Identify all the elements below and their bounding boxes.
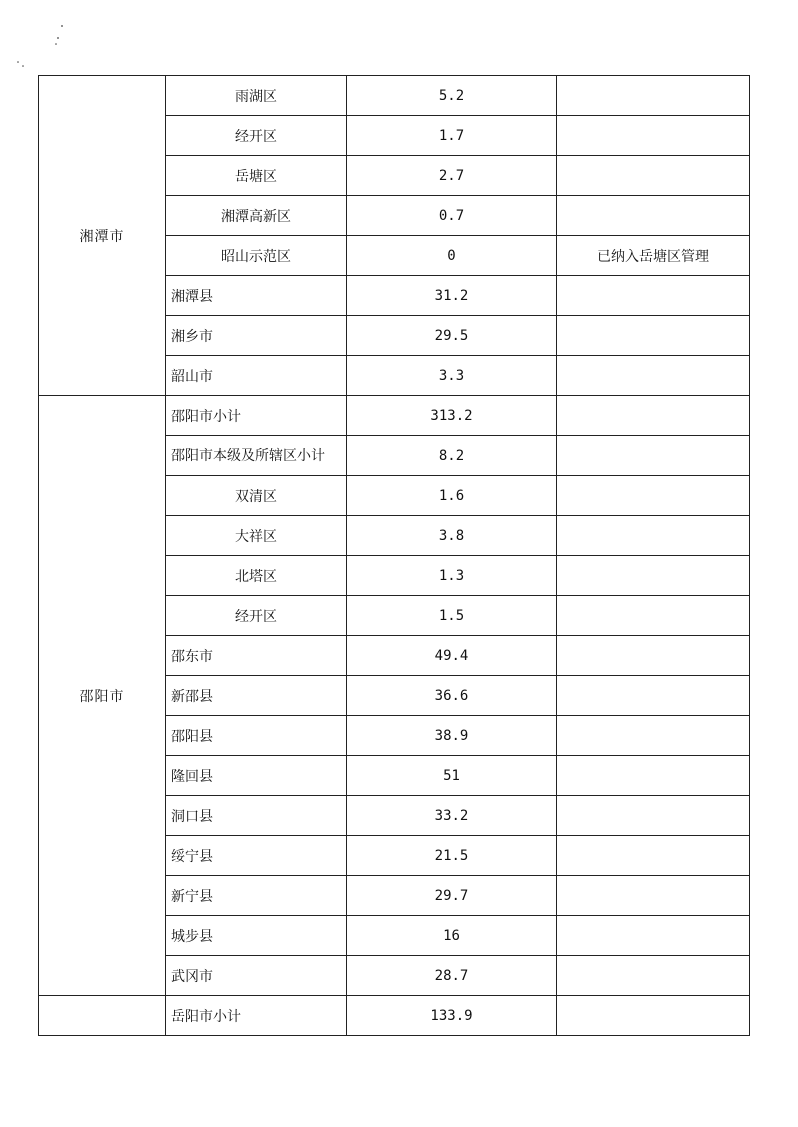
note-cell [557,836,750,876]
district-name-cell: 北塔区 [166,556,347,596]
value-cell: 49.4 [347,636,557,676]
value-cell: 313.2 [347,396,557,436]
table-row [39,396,750,436]
district-name-cell: 新邵县 [166,676,347,716]
district-name-cell: 湘潭县 [166,276,347,316]
note-cell [557,636,750,676]
district-name-cell: 雨湖区 [166,76,347,116]
note-cell [557,596,750,636]
district-name-cell: 城步县 [166,916,347,956]
value-cell: 1.5 [347,596,557,636]
district-name-cell: 经开区 [166,116,347,156]
note-cell [557,556,750,596]
district-name-cell: 韶山市 [166,356,347,396]
value-cell: 3.8 [347,516,557,556]
value-cell: 8.2 [347,436,557,476]
district-name-cell: 邵阳县 [166,716,347,756]
district-name-cell: 邵阳市小计 [166,396,347,436]
district-name-cell: 岳塘区 [166,156,347,196]
value-cell: 1.3 [347,556,557,596]
note-cell [557,876,750,916]
value-cell: 3.3 [347,356,557,396]
note-cell [557,156,750,196]
value-cell: 21.5 [347,836,557,876]
district-name-cell: 新宁县 [166,876,347,916]
district-name-cell: 湘乡市 [166,316,347,356]
value-cell: 0.7 [347,196,557,236]
note-cell [557,996,750,1036]
value-cell: 51 [347,756,557,796]
value-cell: 28.7 [347,956,557,996]
district-name-cell: 武冈市 [166,956,347,996]
note-cell [557,76,750,116]
district-name-cell: 洞口县 [166,796,347,836]
note-cell [557,676,750,716]
note-cell [557,436,750,476]
note-cell [557,396,750,436]
value-cell: 33.2 [347,796,557,836]
value-cell: 0 [347,236,557,276]
value-cell: 31.2 [347,276,557,316]
district-name-cell: 邵阳市本级及所辖区小计 [166,436,347,476]
note-cell [557,916,750,956]
value-cell: 36.6 [347,676,557,716]
note-cell: 已纳入岳塘区管理 [557,236,750,276]
note-cell [557,956,750,996]
city-cell: 湘潭市 [39,76,166,396]
note-cell [557,196,750,236]
table-row [39,76,750,116]
note-cell [557,476,750,516]
district-name-cell: 湘潭高新区 [166,196,347,236]
value-cell: 29.7 [347,876,557,916]
district-name-cell: 昭山示范区 [166,236,347,276]
value-cell: 1.6 [347,476,557,516]
note-cell [557,316,750,356]
city-cell [39,996,166,1036]
city-cell: 邵阳市 [39,396,166,996]
note-cell [557,796,750,836]
scan-specks [10,20,70,70]
district-name-cell: 经开区 [166,596,347,636]
note-cell [557,516,750,556]
value-cell: 2.7 [347,156,557,196]
note-cell [557,716,750,756]
value-cell: 38.9 [347,716,557,756]
table-row [39,996,750,1036]
district-name-cell: 双清区 [166,476,347,516]
value-cell: 16 [347,916,557,956]
district-name-cell: 邵东市 [166,636,347,676]
note-cell [557,756,750,796]
district-name-cell: 隆回县 [166,756,347,796]
note-cell [557,276,750,316]
value-cell: 1.7 [347,116,557,156]
district-name-cell: 绥宁县 [166,836,347,876]
note-cell [557,356,750,396]
value-cell: 133.9 [347,996,557,1036]
data-table [38,75,750,1036]
value-cell: 29.5 [347,316,557,356]
district-name-cell: 大祥区 [166,516,347,556]
value-cell: 5.2 [347,76,557,116]
note-cell [557,116,750,156]
district-name-cell: 岳阳市小计 [166,996,347,1036]
